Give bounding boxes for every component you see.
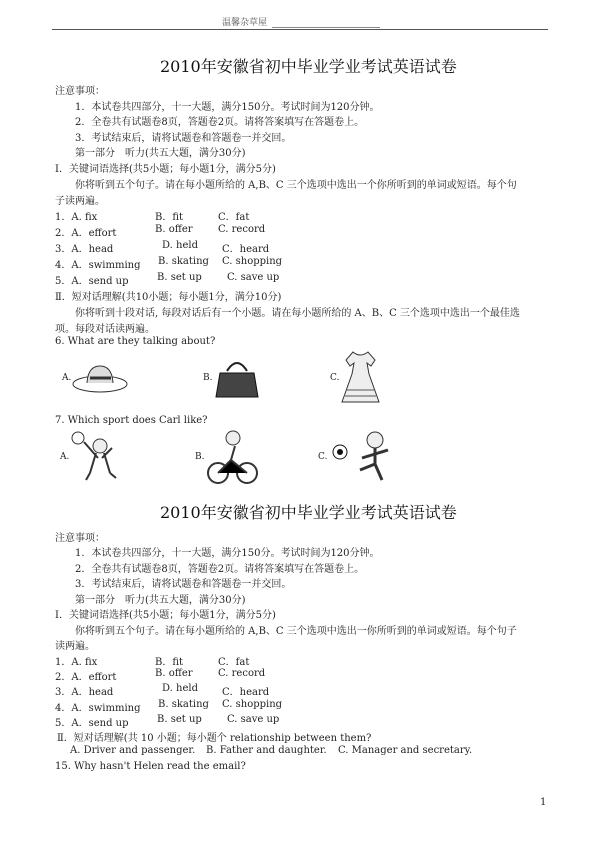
option: B. set up	[157, 272, 202, 283]
option: C. shopping	[222, 256, 283, 267]
option: D. held	[162, 240, 198, 251]
option: C. Manager and secretary.	[338, 745, 473, 756]
header-rule	[52, 29, 548, 30]
option: C．fat	[218, 212, 250, 223]
note: 3．考试结束后，请将试题卷和答题卷一并交回。	[75, 133, 292, 144]
section-title: I．关键词语选择(共5小题；每小题1分，满分5分)	[55, 610, 276, 621]
exam-title-repeat: 2010年安徽省初中毕业学业考试英语试卷	[160, 503, 457, 522]
option: C．heard	[222, 687, 270, 698]
note: 3．考试结束后，请将试题卷和答题卷一并交回。	[75, 579, 292, 590]
option: C. shopping	[222, 699, 283, 710]
exam-title: 2010年安徽省初中毕业学业考试英语试卷	[160, 57, 457, 76]
part-heading: 第一部分 听力(共五大题，满分30分)	[75, 148, 246, 159]
option: B. set up	[157, 714, 202, 725]
section-instructions: 你将听到五个句子。请在每小题所给的 A,B、C 三个选项中选出一个你所听到的单词或短语。每个句	[75, 180, 517, 191]
page-number: 1	[540, 797, 547, 808]
option: 2．A．effort	[55, 228, 117, 239]
option: B．fit	[155, 657, 184, 668]
option: C. save up	[227, 272, 280, 283]
handbag-picture	[212, 355, 262, 400]
option: B. offer	[155, 668, 193, 679]
option: 3．A．head	[55, 244, 114, 255]
option: 5．A．send up	[55, 276, 129, 287]
question-6: 6. What are they talking about?	[55, 336, 216, 347]
hat-picture	[70, 360, 130, 395]
option: D. held	[162, 683, 198, 694]
notes-heading: 注意事项：	[55, 86, 105, 97]
option: 4．A．swimming	[55, 703, 141, 714]
section-title: Ⅱ．短对话理解(共 10 小题；每小题个 relationship between them?	[57, 733, 372, 744]
football-picture	[330, 430, 400, 485]
section-instructions: 项。每段对话读两遍。	[55, 324, 155, 335]
section-instructions: 子读两遍。	[55, 196, 105, 207]
picture-label: B.	[195, 452, 205, 462]
section-title: I．关键词语选择(共5小题；每小题1分，满分5分)	[55, 164, 276, 175]
note: 2．全卷共有试题卷8页，答题卷2页。请将答案填写在答题卷上。	[75, 117, 365, 128]
notes-heading: 注意事项：	[55, 533, 105, 544]
option: C．fat	[218, 657, 250, 668]
dress-picture	[338, 350, 383, 405]
option: C．heard	[222, 244, 270, 255]
picture-label: C.	[318, 452, 328, 462]
option: B. skating	[158, 699, 209, 710]
question-7: 7. Which sport does Carl like?	[55, 415, 208, 426]
option: 2．A．effort	[55, 672, 117, 683]
picture-label: A.	[62, 373, 72, 383]
question-15: 15. Why hasn't Helen read the email?	[55, 761, 246, 772]
option: B. skating	[158, 256, 209, 267]
option: 4．A．swimming	[55, 260, 141, 271]
note: 1．本试卷共四部分，十一大题，满分150分。考试时间为120分钟。	[75, 102, 380, 113]
option: 1．A. fix	[55, 212, 98, 223]
option: C. record	[218, 668, 266, 679]
cycling-picture	[205, 428, 260, 486]
option: 1．A. fix	[55, 657, 98, 668]
option: 3．A．head	[55, 687, 114, 698]
option: C. record	[218, 224, 266, 235]
section-instructions: 你将听到五个句子。请在每小题所给的 A,B、C 三个选项中选出一你所听到的单词或短语。每个句子	[75, 626, 517, 637]
picture-label: C.	[330, 373, 340, 383]
note: 1．本试卷共四部分，十一大题，满分150分。考试时间为120分钟。	[75, 548, 380, 559]
option: 5．A．send up	[55, 718, 129, 729]
picture-label: B.	[203, 373, 213, 383]
section-instructions: 读两遍。	[55, 641, 95, 652]
basketball-picture	[68, 428, 123, 483]
option: B. Father and daughter.	[206, 745, 327, 756]
part-heading: 第一部分 听力(共五大题，满分30分)	[75, 595, 246, 606]
option: B. offer	[155, 224, 193, 235]
picture-label: A.	[60, 452, 70, 462]
option: C. save up	[227, 714, 280, 725]
section-title: Ⅱ．短对话理解(共10小题；每小题1分，满分10分)	[55, 292, 282, 303]
option: B．fit	[155, 212, 184, 223]
header-underline	[272, 27, 380, 28]
section-instructions: 你将听到十段对话, 每段对话后有一个小题。请在每小题所给的 A、B、C 三个选项中选出一个最佳选	[75, 308, 520, 319]
note: 2．全卷共有试题卷8页，答题卷2页。请将答案填写在答题卷上。	[75, 564, 365, 575]
page-header: 温馨杂草屋	[222, 18, 268, 28]
option: A. Driver and passenger.	[70, 745, 196, 756]
